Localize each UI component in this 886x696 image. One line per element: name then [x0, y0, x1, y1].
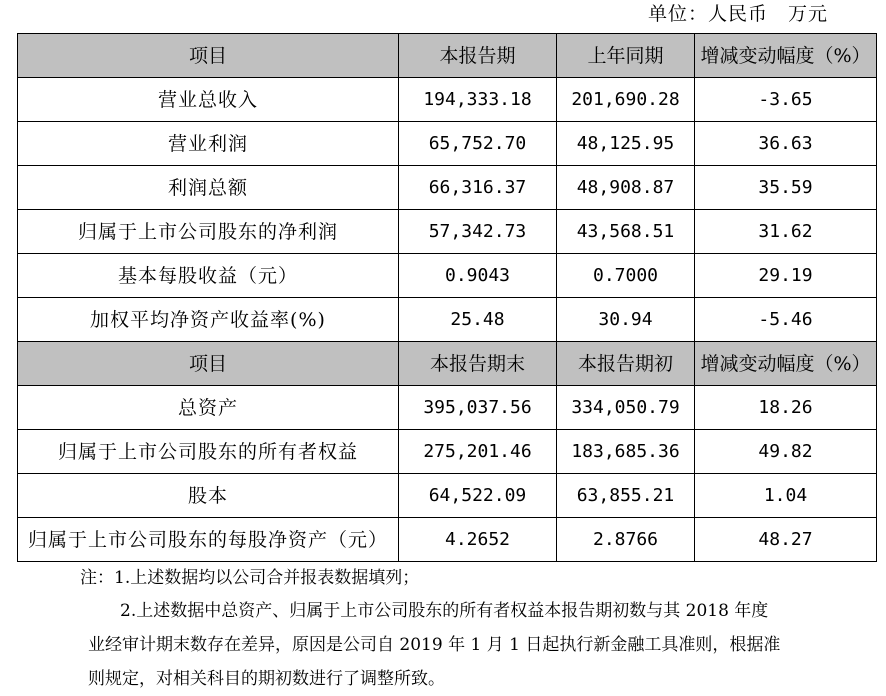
header-period-start: 本报告期初: [557, 342, 695, 386]
row-prior: 48,908.87: [557, 166, 695, 210]
table-row: [18, 430, 877, 474]
header-item: 项目: [18, 342, 399, 386]
row-change: 36.63: [695, 122, 877, 166]
financial-summary-table: [17, 33, 877, 562]
header-prior-year-period: 上年同期: [557, 34, 695, 78]
row-item: 利润总额: [18, 166, 399, 210]
footnote-2-line-1: 2.上述数据中总资产、归属于上市公司股东的所有者权益本报告期初数与其 2018 年度: [120, 601, 769, 621]
table-row: [18, 122, 877, 166]
row-change: 29.19: [695, 254, 877, 298]
row-current: 194,333.18: [399, 78, 557, 122]
footnote-2-line-2: 业经审计期末数存在差异，原因是公司自 2019 年 1 月 1 日起执行新金融工具准则，根据准: [88, 635, 781, 655]
header-change-percent: 增减变动幅度（%）: [695, 342, 877, 386]
table-row: [18, 298, 877, 342]
row-prior: 48,125.95: [557, 122, 695, 166]
row-current: 64,522.09: [399, 474, 557, 518]
table-subheader-row: [18, 342, 877, 386]
row-current: 66,316.37: [399, 166, 557, 210]
row-prior: 334,050.79: [557, 386, 695, 430]
row-prior: 43,568.51: [557, 210, 695, 254]
row-prior: 63,855.21: [557, 474, 695, 518]
table-row: [18, 474, 877, 518]
row-item: 归属于上市公司股东的所有者权益: [18, 430, 399, 474]
table-row: [18, 518, 877, 562]
row-item: 总资产: [18, 386, 399, 430]
footnote-2: [90, 594, 840, 696]
footnote-2-line-3: 则规定，对相关科目的期初数进行了调整所致。: [88, 669, 445, 689]
header-period-end: 本报告期末: [399, 342, 557, 386]
row-item: 加权平均净资产收益率(%): [18, 298, 399, 342]
table-row: [18, 166, 877, 210]
footnote-1: 注：1.上述数据均以公司合并报表数据填列；: [80, 568, 420, 588]
table-row: [18, 210, 877, 254]
row-change: 18.26: [695, 386, 877, 430]
header-current-period: 本报告期: [399, 34, 557, 78]
row-prior: 30.94: [557, 298, 695, 342]
row-current: 4.2652: [399, 518, 557, 562]
row-item: 归属于上市公司股东的净利润: [18, 210, 399, 254]
table-header-row: [18, 34, 877, 78]
row-item: 基本每股收益（元）: [18, 254, 399, 298]
row-prior: 201,690.28: [557, 78, 695, 122]
row-item: 营业总收入: [18, 78, 399, 122]
row-current: 25.48: [399, 298, 557, 342]
row-current: 57,342.73: [399, 210, 557, 254]
row-prior: 183,685.36: [557, 430, 695, 474]
table-row: [18, 254, 877, 298]
row-item: 营业利润: [18, 122, 399, 166]
row-change: 48.27: [695, 518, 877, 562]
row-current: 275,201.46: [399, 430, 557, 474]
header-item: 项目: [18, 34, 399, 78]
table-row: [18, 386, 877, 430]
row-change: 1.04: [695, 474, 877, 518]
row-prior: 2.8766: [557, 518, 695, 562]
table-row: [18, 78, 877, 122]
row-change: -3.65: [695, 78, 877, 122]
row-change: 49.82: [695, 430, 877, 474]
unit-label: 单位：人民币 万元: [647, 3, 828, 25]
row-change: 31.62: [695, 210, 877, 254]
row-prior: 0.7000: [557, 254, 695, 298]
row-current: 395,037.56: [399, 386, 557, 430]
row-item: 归属于上市公司股东的每股净资产（元）: [18, 518, 399, 562]
row-change: 35.59: [695, 166, 877, 210]
row-current: 65,752.70: [399, 122, 557, 166]
row-current: 0.9043: [399, 254, 557, 298]
header-change-percent: 增减变动幅度（%）: [695, 34, 877, 78]
row-change: -5.46: [695, 298, 877, 342]
row-item: 股本: [18, 474, 399, 518]
